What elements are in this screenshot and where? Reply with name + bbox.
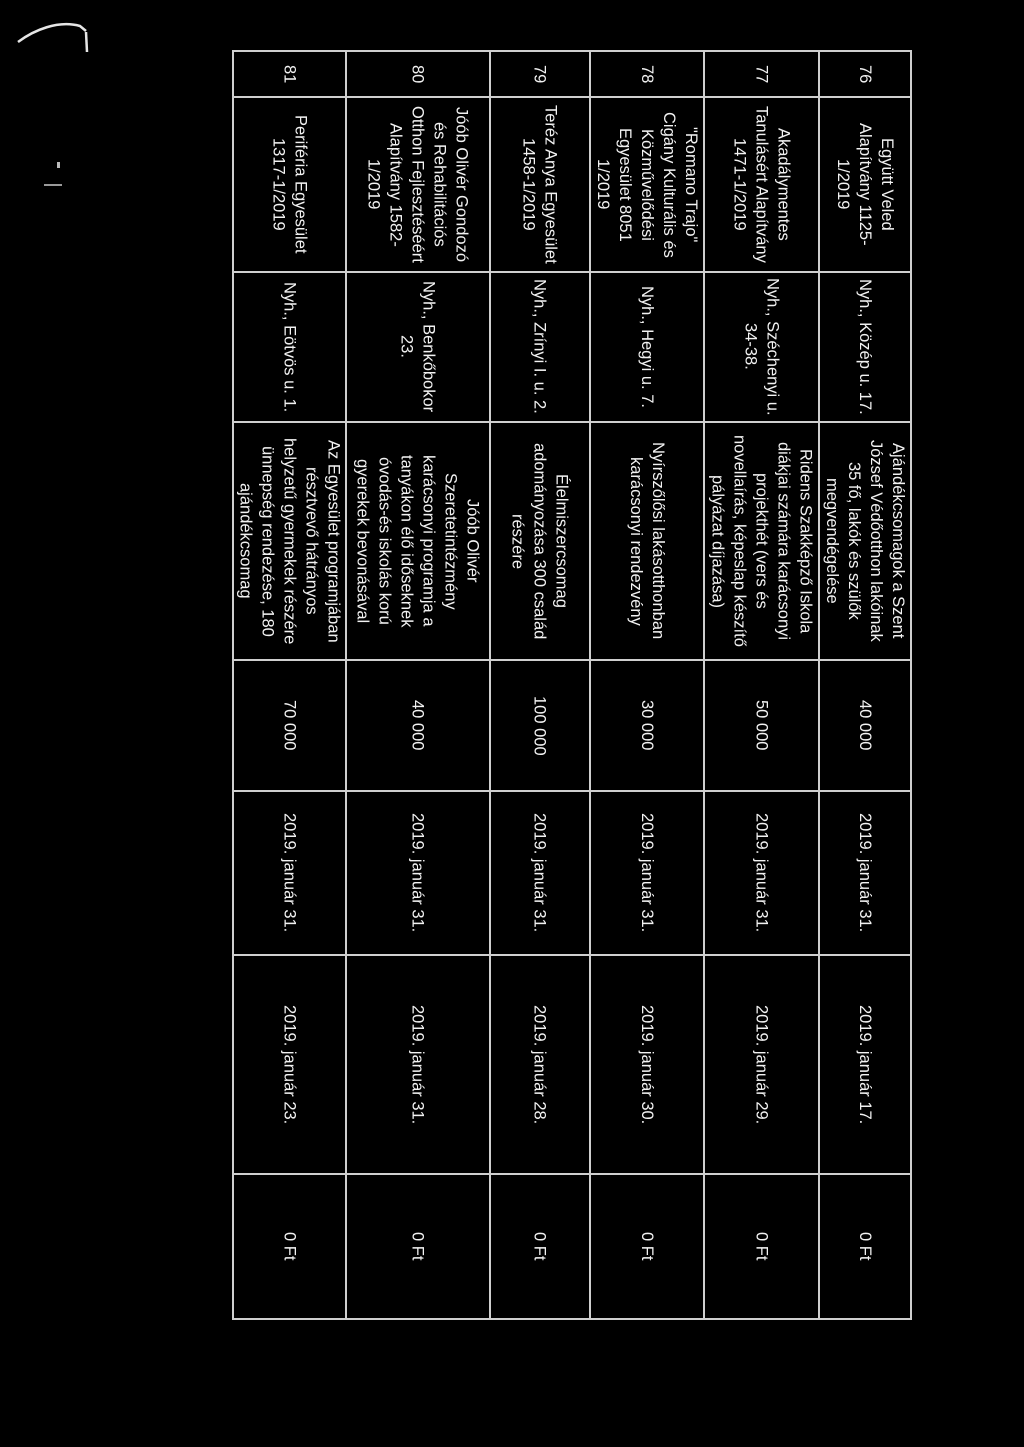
grant-table <box>232 50 912 1320</box>
applicant-name: Akadálymentes Tanulásért Alapítvány 1471-1/2019 <box>705 98 818 271</box>
applicant-address: Nyh., Eötvös u. 1. <box>234 273 345 421</box>
grant-purpose: Élelmiszercsomag adományozása 300 család részére <box>491 423 589 660</box>
remaining-balance: 0 Ft <box>491 1175 589 1318</box>
settlement-deadline: 2019. január 31. <box>234 792 345 955</box>
settlement-deadline: 2019. január 31. <box>491 792 589 955</box>
row-number: 79 <box>491 52 589 96</box>
row-number: 81 <box>234 52 345 96</box>
grant-amount: 70 000 <box>234 661 345 789</box>
grant-amount: 40 000 <box>347 661 489 789</box>
applicant-address: Nyh., Benkőbokor 23. <box>347 273 489 421</box>
remaining-balance: 0 Ft <box>234 1175 345 1318</box>
applicant-name: Periféria Egyesület 1317-1/2019 <box>234 98 345 271</box>
settlement-deadline: 2019. január 31. <box>347 792 489 955</box>
settlement-date: 2019. január 23. <box>234 956 345 1173</box>
remaining-balance: 0 Ft <box>591 1175 704 1318</box>
applicant-address: Nyh., Zrínyi I. u. 2. <box>491 273 589 421</box>
applicant-name: Teréz Anya Egyesület 1458-1/2019 <box>491 98 589 271</box>
grant-amount: 30 000 <box>591 661 704 789</box>
grant-purpose: Ajándékcsomagok a Szent József Védőotthon lakóinak 35 fő, lakók és szülők megvendégelése <box>820 423 910 660</box>
scan-artifact <box>0 0 110 200</box>
applicant-name: "Romano Trajo" Cigány Kulturális és Közművelődési Egyesület 8051 1/2019 <box>591 98 704 271</box>
settlement-date: 2019. január 31. <box>347 956 489 1173</box>
remaining-balance: 0 Ft <box>820 1175 910 1318</box>
applicant-name: Jóób Olivér Gondozó és Rehabilitációs Otthon Fejlesztéséért Alapítvány 1582- 1/2019 <box>347 98 489 271</box>
settlement-date: 2019. január 17. <box>820 956 910 1173</box>
row-number: 77 <box>705 52 818 96</box>
remaining-balance: 0 Ft <box>347 1175 489 1318</box>
applicant-address: Nyh., Hegyi u. 7. <box>591 273 704 421</box>
applicant-name: Együtt Veled Alapítvány 1125- 1/2019 <box>820 98 910 271</box>
settlement-deadline: 2019. január 31. <box>820 792 910 955</box>
settlement-deadline: 2019. január 31. <box>705 792 818 955</box>
settlement-date: 2019. január 29. <box>705 956 818 1173</box>
grant-purpose: Az Egyesület programjában résztvevő hátrányos helyzetű gyermekek részére ünnepség rendezése, 180 ajándékcsomag <box>234 423 345 660</box>
grant-purpose: Nyírszőlősi lakásotthonban karácsonyi rendezvény <box>591 423 704 660</box>
remaining-balance: 0 Ft <box>705 1175 818 1318</box>
grant-amount: 100 000 <box>491 661 589 789</box>
grant-amount: 50 000 <box>705 661 818 789</box>
row-number: 78 <box>591 52 704 96</box>
row-number: 80 <box>347 52 489 96</box>
grant-amount: 40 000 <box>820 661 910 789</box>
settlement-date: 2019. január 30. <box>591 956 704 1173</box>
applicant-address: Nyh., Széchenyi u. 34-38. <box>705 273 818 421</box>
settlement-deadline: 2019. január 31. <box>591 792 704 955</box>
applicant-address: Nyh., Közép u. 17. <box>820 273 910 421</box>
grant-purpose: Jóób Olivér Szeretetintézmény karácsonyi programja a tanyákon élő időseknek óvodás-és iskolás korú gyerekek bevonásával <box>347 423 489 660</box>
row-number: 76 <box>820 52 910 96</box>
settlement-date: 2019. január 28. <box>491 956 589 1173</box>
grant-purpose: Ridens Szakképző Iskola diákjai számára karácsonyi projekthét (vers és novellaírás, képeslap készítő pályázat díjazása) <box>705 423 818 660</box>
